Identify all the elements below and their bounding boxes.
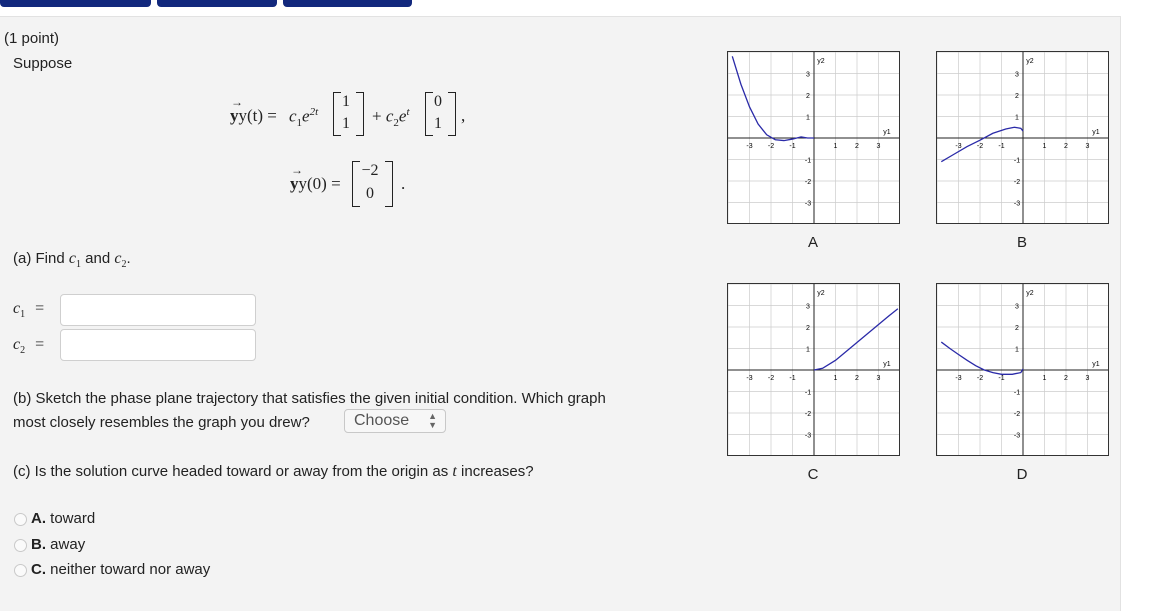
- y-tick-label: 3: [806, 303, 810, 311]
- c2-label-sub: 2: [20, 345, 26, 357]
- x-tick-label: -1: [789, 375, 796, 382]
- nav-tab-1[interactable]: [0, 0, 151, 7]
- y-tick-label: -2: [1013, 179, 1021, 186]
- x-axis-label: y1: [883, 129, 891, 136]
- y-tick-label: -1: [804, 389, 812, 397]
- graph-c-label: C: [807, 466, 819, 483]
- x-tick-label: 3: [1085, 143, 1090, 150]
- x-tick-label: -1: [998, 143, 1005, 150]
- x-tick-label: -2: [767, 143, 775, 150]
- option-c-text: neither toward nor away: [50, 561, 211, 578]
- x-tick-label: -3: [955, 375, 962, 382]
- option-c-letter: C.: [31, 561, 46, 578]
- y-tick-label: -3: [804, 200, 812, 208]
- eq1-c1-sub: 1: [296, 117, 303, 130]
- x-tick-label: -3: [746, 375, 753, 382]
- c1-label: c: [13, 300, 21, 317]
- y-tick-label: 1: [1015, 346, 1019, 354]
- part-c-before: (c) Is the solution curve headed toward or away from the origin as: [13, 463, 449, 480]
- y-axis-label: y2: [1026, 58, 1034, 65]
- x-tick-label: -2: [767, 375, 775, 382]
- c1-equals: =: [35, 300, 45, 317]
- vec3-right-bracket: [385, 161, 393, 207]
- y-tick-label: 1: [806, 114, 810, 122]
- eq1-e1-exp: 2t: [309, 106, 319, 118]
- eq2-period: .: [401, 174, 406, 193]
- suppose-label: Suppose: [13, 55, 73, 72]
- graph-d: [936, 283, 1109, 456]
- radio-option-a[interactable]: [14, 513, 27, 526]
- y-tick-label: 1: [1015, 114, 1019, 122]
- eq1-e1: e: [302, 106, 310, 126]
- x-tick-label: 3: [1085, 375, 1090, 382]
- x-tick-label: 2: [855, 143, 859, 150]
- y-tick-label: -3: [1013, 200, 1021, 208]
- x-axis-label: y1: [1092, 129, 1100, 136]
- phase-plane-a: [728, 52, 899, 223]
- y-tick-label: 3: [1015, 303, 1019, 311]
- option-b-text: away: [50, 536, 86, 553]
- y-axis-label: y2: [817, 58, 825, 65]
- eq1-c1: c: [289, 106, 297, 126]
- top-nav: [0, 0, 1166, 16]
- x-axis-label: y1: [883, 361, 891, 368]
- eq1-e2-exp: t: [406, 106, 410, 118]
- eq1-comma: ,: [461, 106, 466, 125]
- x-tick-label: -2: [976, 143, 984, 150]
- x-tick-label: -3: [955, 143, 962, 150]
- phase-plane-c: [728, 284, 899, 455]
- vec3-top: −2: [361, 162, 379, 179]
- c1-input[interactable]: [60, 294, 256, 326]
- graph-d-label: D: [1016, 466, 1028, 483]
- phase-plane-d: [937, 284, 1108, 455]
- part-b-line2: most closely resembles the graph you drew?: [13, 414, 310, 431]
- part-a-c1: c: [68, 250, 76, 267]
- y-tick-label: -1: [804, 157, 812, 165]
- x-tick-label: 1: [1042, 143, 1047, 150]
- vec3-bottom: 0: [366, 185, 374, 202]
- points-label: (1 point): [4, 30, 60, 47]
- x-tick-label: 3: [876, 375, 881, 382]
- graph-choice-select[interactable]: [344, 409, 446, 433]
- option-b[interactable]: [31, 536, 85, 553]
- x-tick-label: 2: [855, 375, 859, 382]
- x-tick-label: -2: [976, 375, 984, 382]
- x-tick-label: 1: [833, 143, 838, 150]
- select-arrows-icon: ▲ ▼: [428, 411, 437, 430]
- part-a-prompt: [13, 250, 131, 270]
- c1-label-sub: 1: [20, 309, 26, 321]
- vec1-bottom: 1: [342, 115, 350, 132]
- eq1-c2: c: [385, 106, 394, 126]
- option-b-letter: B.: [31, 536, 46, 553]
- part-a-c2: c: [114, 250, 122, 267]
- option-a-text: toward: [50, 510, 96, 527]
- x-axis-label: y1: [1092, 361, 1100, 368]
- x-tick-label: 1: [1042, 375, 1047, 382]
- graph-b-label: B: [1016, 234, 1027, 251]
- y-axis-label: y2: [1026, 290, 1034, 297]
- y-tick-label: 1: [806, 346, 810, 354]
- x-tick-label: 2: [1064, 375, 1068, 382]
- option-a[interactable]: [31, 510, 95, 527]
- y-tick-label: 3: [806, 71, 810, 79]
- radio-option-b[interactable]: [14, 539, 27, 552]
- part-c-after: increases?: [461, 463, 534, 480]
- option-c[interactable]: [31, 561, 210, 578]
- eq1-c2-sub: 2: [393, 117, 399, 130]
- part-c-var: t: [452, 463, 457, 480]
- x-tick-label: -3: [746, 143, 753, 150]
- x-tick-label: -1: [789, 143, 796, 150]
- y-tick-label: -1: [1013, 157, 1021, 165]
- y-tick-label: 2: [1015, 93, 1019, 100]
- y-tick-label: 2: [1015, 325, 1019, 332]
- part-a-and: and: [85, 250, 111, 267]
- phase-plane-b: [937, 52, 1108, 223]
- x-tick-label: 3: [876, 143, 881, 150]
- y-axis-label: y2: [817, 290, 825, 297]
- x-tick-label: 1: [833, 375, 838, 382]
- y-tick-label: 3: [1015, 71, 1019, 79]
- y-tick-label: -1: [1013, 389, 1021, 397]
- y-tick-label: -2: [1013, 411, 1021, 418]
- graph-c: [727, 283, 900, 456]
- trajectory-curve: [941, 342, 1023, 374]
- eq1-plus: +: [372, 106, 382, 126]
- nav-tab-3[interactable]: [283, 0, 412, 7]
- y-tick-label: -2: [804, 179, 812, 186]
- c2-input[interactable]: [60, 329, 256, 361]
- vec2-bottom: 1: [434, 115, 442, 132]
- part-a-c2-sub: 2: [121, 259, 127, 270]
- nav-tab-2[interactable]: [157, 0, 277, 7]
- c2-label: c: [13, 336, 21, 353]
- part-b-line1: (b) Sketch the phase plane trajectory that satisfies the given initial condition. Which graph: [13, 390, 606, 407]
- graph-choice-value: Choose: [354, 412, 410, 429]
- vec1-top: 1: [342, 93, 350, 110]
- part-a-find: (a) Find: [13, 250, 65, 267]
- part-a-period: .: [126, 250, 131, 267]
- eq1-e2: e: [398, 106, 407, 126]
- part-a-c1-sub: 1: [75, 259, 81, 270]
- y-tick-label: 2: [806, 93, 810, 100]
- y-tick-label: -3: [804, 432, 812, 440]
- vec1-right-bracket: [356, 92, 364, 136]
- option-a-letter: A.: [31, 510, 46, 527]
- y-tick-label: 2: [806, 325, 810, 332]
- graph-a-label: A: [807, 234, 818, 251]
- y-tick-label: -3: [1013, 432, 1021, 440]
- y-tick-label: -2: [804, 411, 812, 418]
- graph-b: [936, 51, 1109, 224]
- trajectory-curve: [732, 56, 814, 140]
- vec2-right-bracket: [448, 92, 456, 136]
- eq2-lhs: y(0) =: [298, 174, 341, 193]
- graph-a: [727, 51, 900, 224]
- vec2-top: 0: [434, 93, 442, 110]
- radio-option-c[interactable]: [14, 564, 27, 577]
- x-tick-label: -1: [998, 375, 1005, 382]
- x-tick-label: 2: [1064, 143, 1068, 150]
- part-c-prompt: [13, 463, 534, 481]
- eq1-lhs: y(t) =: [238, 106, 277, 125]
- c2-equals: =: [35, 336, 45, 353]
